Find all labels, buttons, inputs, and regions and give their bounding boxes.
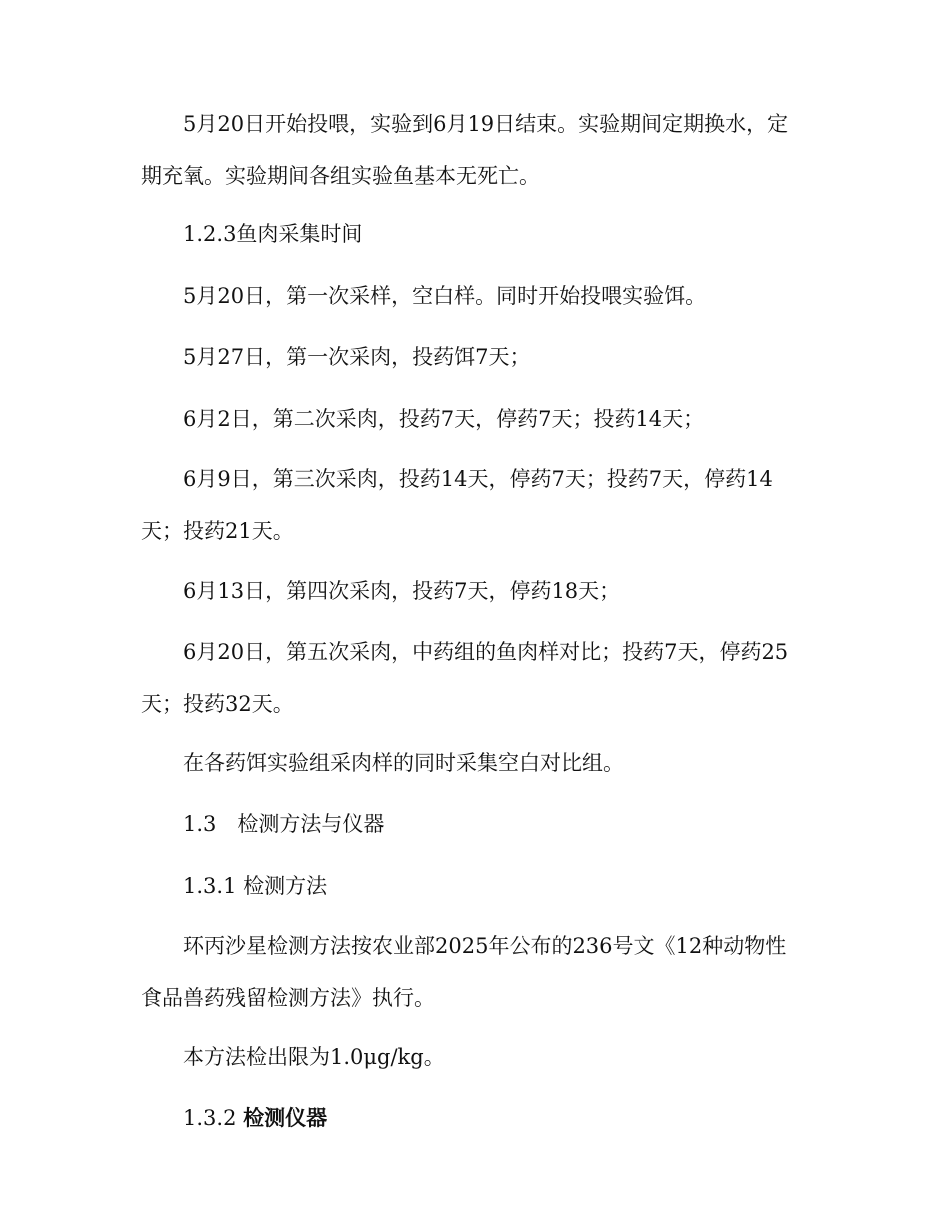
paragraph-sampling-0613: 6月13日，第四次采肉，投药7天，停药18天； <box>183 579 621 603</box>
paragraph-blank-control: 在各药饵实验组采肉样的同时采集空白对比组。 <box>183 751 624 775</box>
paragraph-sampling-0520: 5月20日，第一次采样，空白样。同时开始投喂实验饵。 <box>183 284 707 308</box>
paragraph-sampling-0620: 6月20日，第五次采肉，中药组的鱼肉样对比；投药7天，停药25天；投药32天。 <box>141 640 789 716</box>
heading-title: 检测仪器 <box>243 1105 328 1130</box>
paragraph-sampling-0609: 6月9日，第三次采肉，投药14天，停药7天；投药7天，停药14天；投药21天。 <box>141 467 773 543</box>
paragraph-detection-limit: 本方法检出限为1.0μg/kg。 <box>183 1045 445 1069</box>
paragraph-feeding-period: 5月20日开始投喂，实验到6月19日结束。实验期间定期换水，定期充氧。实验期间各组实验鱼基本无死亡。 <box>141 112 789 188</box>
heading-detection-method: 1.3.1 检测方法 <box>183 874 328 898</box>
heading-detection-instruments <box>141 1092 806 1144</box>
heading-number: 1.3.2 <box>183 1106 244 1130</box>
paragraph-ciprofloxacin-method: 环丙沙星检测方法按农业部2025年公布的236号文《12种动物性食品兽药残留检测方法》执行。 <box>141 934 787 1010</box>
heading-fish-sampling-time: 1.2.3鱼肉采集时间 <box>183 222 363 246</box>
paragraph-sampling-0602: 6月2日，第二次采肉，投药7天，停药7天；投药14天； <box>183 407 705 431</box>
heading-methods-instruments: 1.3 检测方法与仪器 <box>183 812 385 836</box>
paragraph-sampling-0527: 5月27日，第一次采肉，投药饵7天； <box>183 345 531 369</box>
